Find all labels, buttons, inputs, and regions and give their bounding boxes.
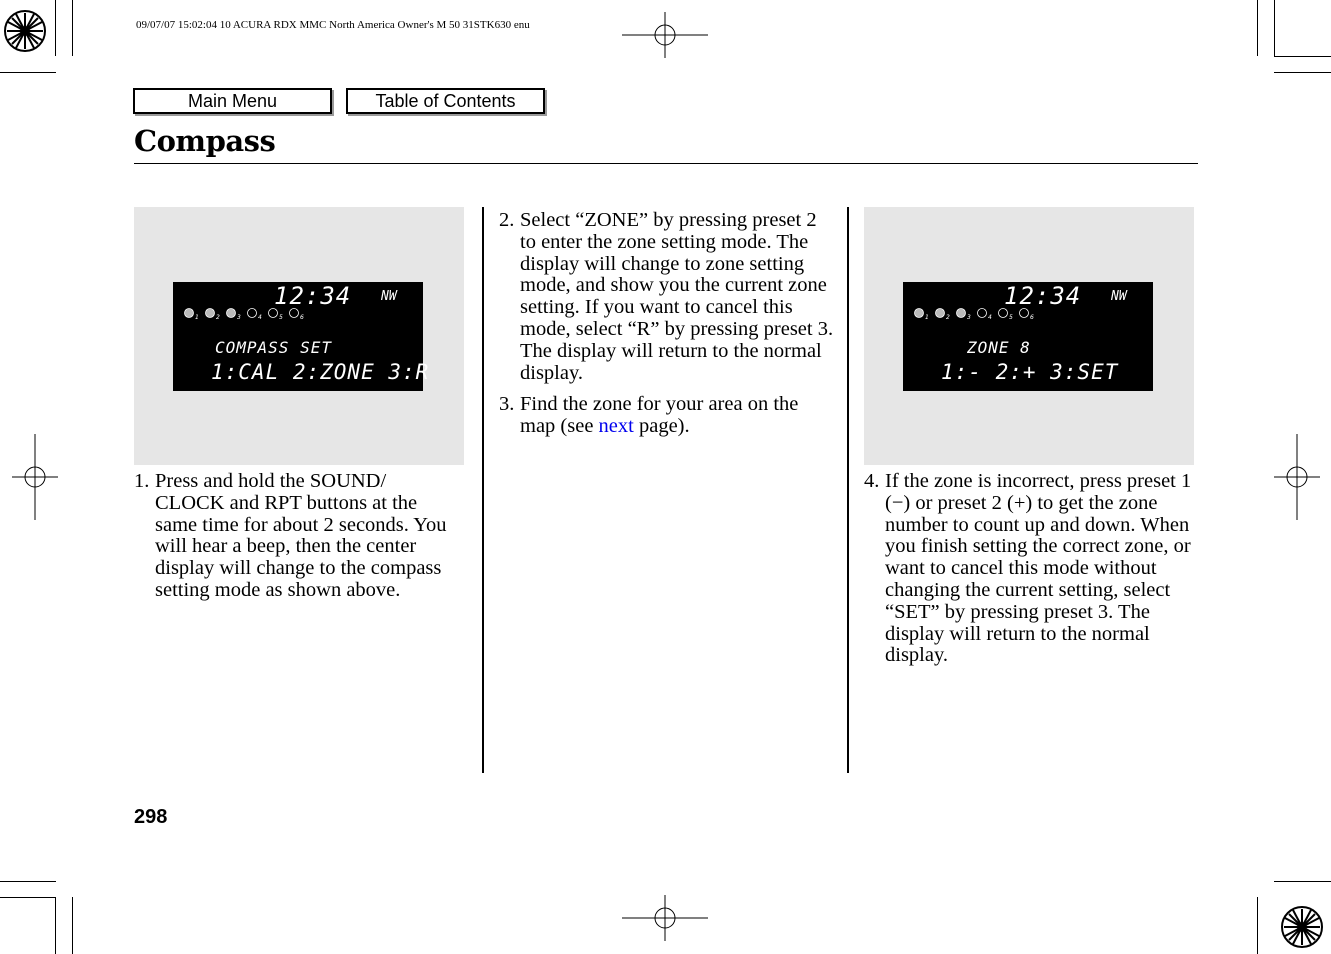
- step-text: [520, 394, 834, 438]
- svg-text:6: 6: [300, 314, 304, 321]
- svg-text:5: 5: [279, 314, 283, 321]
- svg-text:5: 5: [1009, 314, 1013, 321]
- display-figure-zone-setting: [864, 207, 1194, 465]
- step-2: [499, 210, 834, 384]
- main-menu-button[interactable]: Main Menu: [133, 88, 332, 114]
- step-text-end: page).: [633, 414, 690, 437]
- svg-text:3: 3: [237, 314, 241, 321]
- step-3: [499, 394, 834, 438]
- svg-text:4: 4: [258, 314, 262, 321]
- crop-line: [1257, 0, 1258, 56]
- preset-indicators-icon: [913, 307, 1043, 321]
- crop-line: [1274, 881, 1331, 882]
- step-number: 4.: [864, 470, 880, 492]
- crosshair-mark-top: [622, 12, 708, 58]
- crop-line: [1274, 72, 1331, 73]
- table-of-contents-button[interactable]: Table of Contents: [346, 88, 545, 114]
- svg-text:2: 2: [946, 314, 950, 321]
- crop-line: [55, 0, 56, 56]
- step-text-start: Find the zone for your area on the map (see: [520, 393, 799, 437]
- crop-line: [72, 897, 73, 954]
- crop-line: [1274, 56, 1331, 57]
- lcd-display: [173, 282, 430, 391]
- crop-line: [55, 897, 56, 954]
- page-number: 298: [134, 806, 168, 828]
- step-1: [134, 471, 449, 602]
- lcd-display: [903, 282, 1153, 391]
- lcd-line-1: ZONE 8: [967, 338, 1031, 357]
- page-title: Compass: [134, 124, 276, 158]
- lcd-line-1: COMPASS SET: [215, 338, 332, 357]
- lcd-clock: 12:34: [274, 282, 352, 310]
- crosshair-mark-left: [12, 434, 58, 520]
- step-number: 3.: [499, 393, 515, 415]
- display-figure-compass-set: [134, 207, 464, 465]
- svg-text:6: 6: [1030, 314, 1034, 321]
- column-divider: [847, 207, 849, 773]
- step-4: [864, 471, 1200, 667]
- crop-line: [0, 897, 56, 898]
- crop-line: [1257, 897, 1258, 954]
- crop-line: [1274, 0, 1275, 56]
- svg-text:2: 2: [216, 314, 220, 321]
- registration-mark-bottom-right: [1280, 905, 1324, 949]
- svg-text:4: 4: [988, 314, 992, 321]
- preset-indicators-icon: [183, 307, 313, 321]
- step-text: Press and hold the SOUND/ CLOCK and RPT buttons at the same time for about 2 seconds. You will hear a beep, then the center display will change to the compass setting mode as shown above.: [155, 470, 447, 601]
- svg-text:1: 1: [925, 314, 929, 321]
- column-divider: [482, 207, 484, 773]
- step-number: 2.: [499, 209, 515, 231]
- svg-text:3: 3: [967, 314, 971, 321]
- step-text: If the zone is incorrect, press preset 1 (−) or preset 2 (+) to get the zone number to count up and down. When you finish setting the correct zone, or want to cancel this mode without changing the current setting, select “SET” by pressing preset 3. The display will return to the normal display.: [885, 470, 1192, 667]
- registration-mark-top-left: [3, 9, 47, 53]
- crop-line: [72, 0, 73, 56]
- title-divider: [134, 163, 1198, 164]
- lcd-clock: 12:34: [1004, 282, 1082, 310]
- step-text: Select “ZONE” by pressing preset 2 to enter the zone setting mode. The display will change to zone setting mode, and show you the current zone setting. If you want to cancel this mode, select “R” by pressing preset 3. The display will return to the normal display.: [520, 209, 834, 384]
- lcd-line-2: 1:- 2:+ 3:SET: [941, 360, 1119, 384]
- next-page-link[interactable]: next: [598, 414, 634, 437]
- lcd-direction: NW: [381, 289, 397, 304]
- svg-text:1: 1: [195, 314, 199, 321]
- crosshair-mark-right: [1274, 434, 1320, 520]
- lcd-line-2: 1:CAL 2:ZONE 3:R: [211, 360, 430, 384]
- print-header: 09/07/07 15:02:04 10 ACURA RDX MMC North America Owner's M 50 31STK630 enu: [136, 19, 530, 31]
- crop-line: [0, 881, 56, 882]
- crop-line: [0, 72, 56, 73]
- step-number: 1.: [134, 470, 150, 492]
- lcd-direction: NW: [1111, 289, 1127, 304]
- crosshair-mark-bottom: [622, 895, 708, 941]
